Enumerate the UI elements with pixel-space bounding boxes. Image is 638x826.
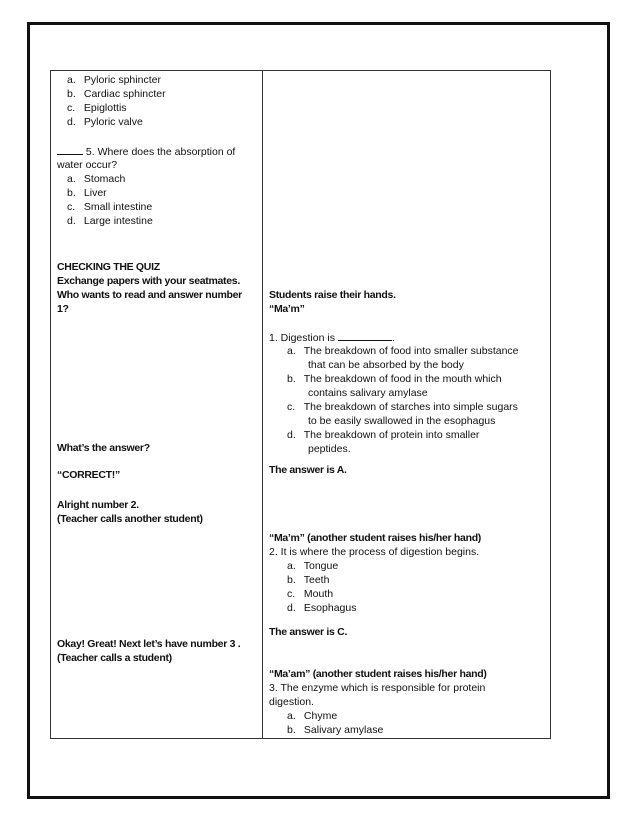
answer-is-a: The answer is A. [269, 464, 347, 476]
answer-is-c: The answer is C. [269, 626, 348, 638]
q3-question-cont: digestion. [269, 696, 314, 708]
q2-question: 2. It is where the process of digestion begins. [269, 546, 480, 558]
q5-question: 5. Where does the absorption of [57, 145, 235, 160]
q4-option-a: a. Pyloric sphincter [67, 74, 161, 86]
q3-option-b: b. Salivary amylase [287, 724, 384, 736]
q1-option-c: c. The breakdown of starches into simple sugars [287, 401, 518, 413]
q5-question-cont: water occur? [57, 159, 118, 171]
checking-quiz-question: Who wants to read and answer number [57, 289, 242, 301]
mam-response-2: “Ma’m” (another student raises his/her hand) [269, 532, 482, 544]
q2-option-c: c. Mouth [287, 588, 334, 600]
q5-option-b: b. Liver [67, 187, 107, 199]
q1-option-b: b. The breakdown of food in the mouth which [287, 373, 502, 385]
q5-option-d: d. Large intestine [67, 215, 153, 227]
teacher-calls-another: (Teacher calls another student) [57, 513, 203, 525]
alright-number-2: Alright number 2. [57, 499, 139, 511]
teacher-calls-student: (Teacher calls a student) [57, 652, 172, 664]
whats-the-answer: What’s the answer? [57, 442, 150, 454]
q5-option-c: c. Small intestine [67, 201, 153, 213]
checking-quiz-title: CHECKING THE QUIZ [57, 261, 160, 273]
q2-option-b: b. Teeth [287, 574, 330, 586]
q2-option-a: a. Tongue [287, 560, 339, 572]
q4-option-b: b. Cardiac sphincter [67, 88, 166, 100]
q1-option-a: a. The breakdown of food into smaller substance [287, 345, 519, 357]
okay-next-number-3: Okay! Great! Next let’s have number 3 . [57, 638, 241, 650]
lesson-table [50, 70, 551, 739]
q1-question: 1. Digestion is . [269, 332, 395, 344]
q1-option-b-cont: contains salivary amylase [308, 387, 428, 399]
checking-quiz-instruction: Exchange papers with your seatmates. [57, 275, 240, 287]
q1-option-d-cont: peptides. [308, 443, 351, 455]
mam-response-1: “Ma’m” [269, 303, 305, 315]
checking-quiz-question-cont: 1? [57, 303, 69, 315]
q3-question: 3. The enzyme which is responsible for protein [269, 682, 486, 694]
q5-option-a: a. Stomach [67, 173, 126, 185]
q3-option-a: a. Chyme [287, 710, 338, 722]
correct-text: “CORRECT!” [57, 469, 120, 481]
q1-option-d: d. The breakdown of protein into smaller [287, 429, 480, 441]
column-divider [262, 71, 263, 738]
q4-option-d: d. Pyloric valve [67, 116, 143, 128]
q2-option-d: d. Esophagus [287, 602, 357, 614]
q1-option-c-cont: to be easily swallowed in the esophagus [308, 415, 496, 427]
q1-option-a-cont: that can be absorbed by the body [308, 359, 464, 371]
students-raise-hands: Students raise their hands. [269, 289, 396, 301]
q4-option-c: c. Epiglottis [67, 102, 127, 114]
mam-response-3: “Ma’am” (another student raises his/her hand) [269, 668, 487, 680]
